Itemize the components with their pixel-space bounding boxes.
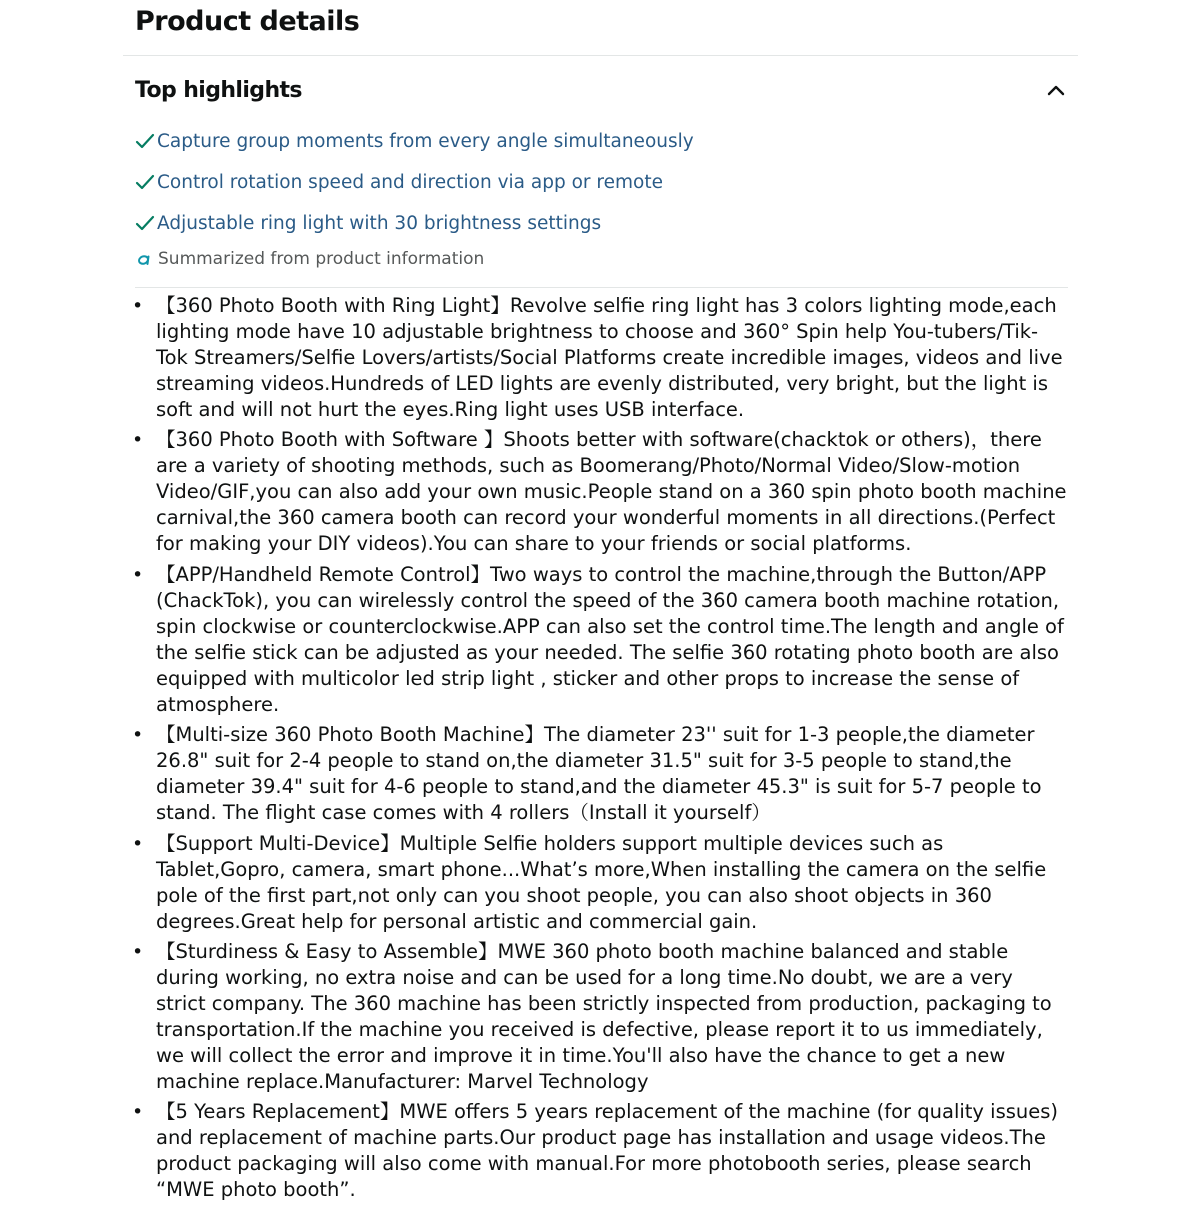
feature-bullet-text: 【360 Photo Booth with Software 】Shoots better with software(chacktok or others)，there are a variety of shooting methods, such as Boomerang/Photo/Normal Video/Slow-motion Video/GIF,you can also add your own music.People stand on a 360 spin photo booth machine carnival,the 360 camera booth can record your wonderful moments in all directions.(Perfect for making your DIY videos).You can share to your friends or social platforms. — [156, 428, 1067, 556]
bullet-dot-icon: • — [132, 832, 144, 855]
feature-bullet — [132, 831, 1068, 935]
bullet-dot-icon: • — [132, 940, 144, 963]
summary-note — [135, 249, 484, 269]
feature-bullet-text: 【5 Years Replacement】MWE offers 5 years replacement of the machine (for quality issues) and replacement of machine parts.Our product page has installation and usage videos.The product packaging will also come with manual.For more photobooth series, please search “MWE photo booth”. — [156, 1100, 1059, 1202]
highlight-item — [135, 208, 694, 238]
feature-bullet-text: 【Sturdiness & Easy to Assemble】MWE 360 photo booth machine balanced and stable during working, no extra noise and can be used for a long time.No doubt, we are a very strict company. The 360 machine has been strictly inspected from production, packaging to transportation.If the machine you received is defective, please report it to us immediately, we will collect the error and improve it in time.You'll also have the chance to get a new machine replace.Manufacturer: Marvel Technology — [156, 939, 1052, 1093]
highlight-item — [135, 167, 694, 197]
bullet-dot-icon: • — [132, 1101, 144, 1124]
highlight-text: Adjustable ring light with 30 brightness settings — [157, 212, 602, 234]
feature-bullet — [132, 939, 1068, 1095]
highlights-list — [135, 126, 694, 249]
check-icon — [135, 131, 155, 151]
feature-bullet — [132, 722, 1068, 826]
highlights-divider — [135, 287, 1068, 288]
highlight-text: Control rotation speed and direction via app or remote — [157, 171, 663, 193]
bullet-dot-icon: • — [132, 724, 144, 747]
ai-summary-icon — [135, 250, 153, 268]
highlight-item — [135, 126, 694, 156]
feature-bullet-text: 【360 Photo Booth with Ring Light】Revolve selfie ring light has 3 colors lighting mode,each lighting mode have 10 adjustable brightness to choose and 360° Spin help You-tubers/Tik-Tok Streamers/Selfie Lovers/artists/Social Platforms create incredible images, videos and live streaming videos.Hundreds of LED lights are evenly distributed, very bright, but the light is soft and will not hurt the eyes.Ring light uses USB interface. — [156, 294, 1063, 421]
bullet-dot-icon: • — [132, 295, 144, 317]
bullet-dot-icon: • — [132, 429, 144, 452]
check-icon — [135, 172, 155, 192]
feature-bullet-text: 【Multi-size 360 Photo Booth Machine】The diameter 23'' suit for 1-3 people,the diameter 26.8" suit for 2-4 people to stand on,the diameter 31.5" suit for 3-5 people to stand,the diameter 39.4" suit for 4-6 people to stand,and the diameter 45.3" is suit for 5-7 people to stand. The flight case comes with 4 rollers（Install it yourself） — [156, 723, 1042, 825]
feature-bullet — [132, 427, 1068, 557]
highlight-text: Capture group moments from every angle simultaneously — [157, 130, 694, 152]
section-divider — [123, 55, 1078, 56]
top-highlights-title: Top highlights — [135, 77, 302, 103]
check-icon — [135, 213, 155, 233]
feature-bullet — [132, 1099, 1068, 1203]
chevron-up-icon[interactable] — [1042, 76, 1070, 104]
feature-bullet-text: 【APP/Handheld Remote Control】Two ways to control the machine,through the Button/APP (ChackTok), you can wirelessly control the speed of the 360 camera booth machine rotation, spin clockwise or counterclockwise.APP can also set the control time.The length and angle of the selfie stick can be adjusted as your needed. The selfie 360 rotating photo booth are also equipped with multicolor led strip light , sticker and other props to increase the sense of atmosphere. — [156, 562, 1064, 716]
page-title: Product details — [135, 6, 360, 37]
feature-bullet-text: 【Support Multi-Device】Multiple Selfie holders support multiple devices such as Tablet,Gopro, camera, smart phone...What’s more,When installing the camera on the selfie pole of the first part,not only can you shoot people, you can also shoot objects in 360 degrees.Great help for personal artistic and commercial gain. — [156, 831, 1047, 933]
feature-bullets — [132, 293, 1068, 1208]
top-highlights-header[interactable] — [135, 72, 1070, 108]
bullet-dot-icon: • — [132, 563, 144, 586]
summary-note-text: Summarized from product information — [158, 249, 485, 269]
feature-bullet — [132, 293, 1068, 423]
feature-bullet — [132, 562, 1068, 718]
